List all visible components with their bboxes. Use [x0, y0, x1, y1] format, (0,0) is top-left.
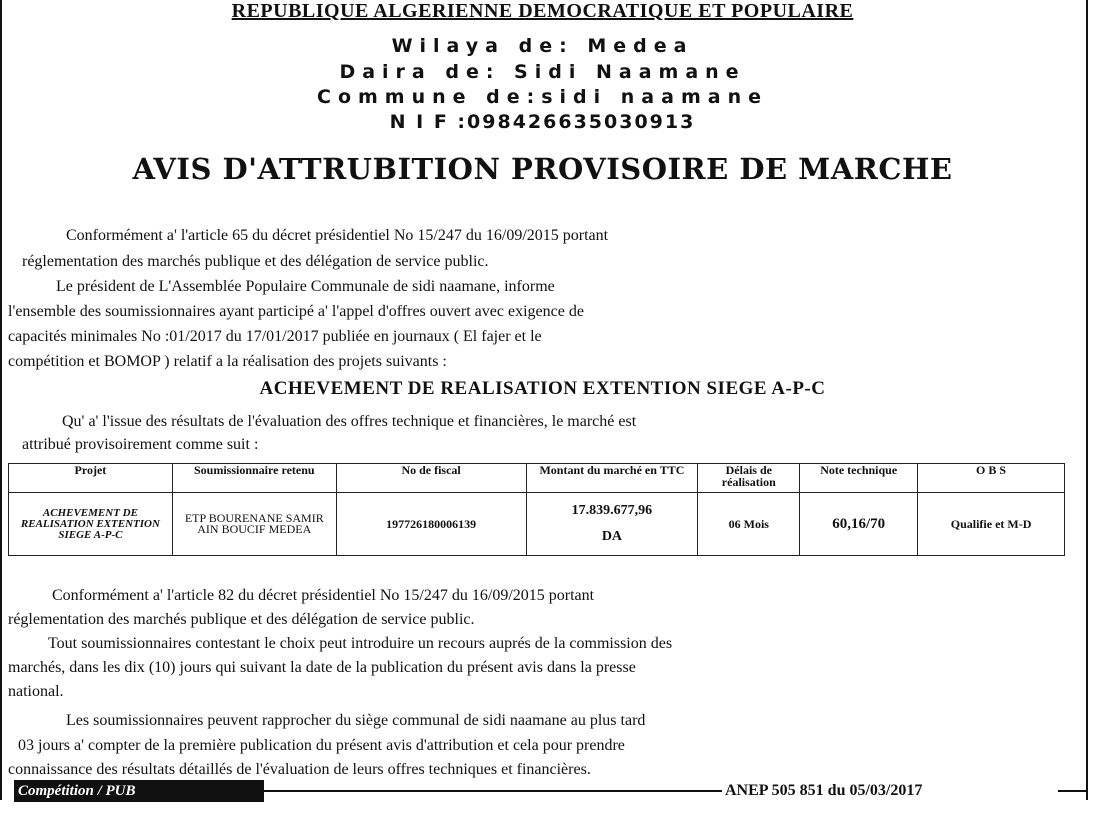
col-delais: Délais de réalisation	[698, 464, 800, 493]
wilaya-line: Wilaya de: Medea	[391, 35, 694, 57]
cell-montant	[526, 493, 698, 556]
nif-line: N I F :098426635030913	[389, 111, 696, 133]
commune-line: Commune de:sidi naamane	[317, 86, 768, 108]
intro-line-4: l'ensemble des soumissionnaires ayant participé a' l'appel d'offres ouvert avec exigence de	[8, 303, 584, 320]
republic-header: REPUBLIQUE ALGERIENNE DEMOCRATIQUE ET POPULAIRE	[231, 0, 854, 22]
montant-value: 17.839.677,96	[571, 503, 653, 518]
cell-soumissionnaire: ETP BOURENANE SAMIR AIN BOUCIF MEDEA	[172, 493, 336, 556]
closing-line-7: 03 jours a' compter de la première publication du présent avis d'attribution et cela pour prendre	[18, 737, 625, 754]
cell-delais: 06 Mois	[698, 493, 800, 556]
closing-line-4: marchés, dans les dix (10) jours qui suivant la date de la publication du présent avis dans la presse	[8, 659, 636, 676]
closing-line-1: Conformément a' l'article 82 du décret présidentiel No 15/247 du 16/09/2015 portant	[52, 587, 595, 604]
intro-line-5: capacités minimales No :01/2017 du 17/01/2017 publiée en journaux ( El fajer et le	[8, 328, 542, 345]
anep-reference: ANEP 505 851 du 05/03/2017	[725, 782, 923, 799]
col-obs: O B S	[918, 464, 1065, 493]
col-montant: Montant du marché en TTC	[526, 464, 698, 493]
intro-line-2: réglementation des marchés publique et des délégation de service public.	[22, 253, 489, 270]
closing-line-2: réglementation des marchés publique et des délégation de service public.	[8, 611, 475, 628]
cell-obs: Qualifie et M-D	[918, 493, 1065, 556]
bottom-rule-right	[1058, 790, 1086, 792]
col-fiscal: No de fiscal	[336, 464, 526, 493]
table-header-row	[9, 464, 1065, 493]
intro-line-3: Le président de L'Assemblée Populaire Communale de sidi naamane, informe	[56, 278, 555, 295]
notice-title: AVIS D'ATTRUBITION PROVISOIRE DE MARCHE	[132, 152, 953, 186]
closing-line-6: Les soumissionnaires peuvent rapprocher du siège communal de sidi naamane au plus tard	[66, 712, 646, 729]
intro-line-1: Conformément a' l'article 65 du décret présidentiel No 15/247 du 16/09/2015 portant	[66, 227, 609, 244]
col-note: Note technique	[800, 464, 918, 493]
cell-projet: ACHEVEMENT DE REALISATION EXTENTION SIEGE A-P-C	[9, 493, 173, 556]
result-line-2: attribué provisoirement comme suit :	[22, 436, 259, 453]
cell-fiscal: 197726180006139	[336, 493, 526, 556]
publication-label: Compétition / PUB	[14, 780, 264, 802]
intro-line-6: compétition et BOMOP ) relatif a la réalisation des projets suivants :	[8, 353, 447, 370]
result-line-1: Qu' a' l'issue des résultats de l'évaluation des offres technique et financières, le marché est	[62, 413, 637, 430]
award-table	[8, 463, 1065, 556]
col-soumissionnaire: Soumissionnaire retenu	[172, 464, 336, 493]
cell-note: 60,16/70	[800, 493, 918, 556]
bottom-rule-left	[262, 790, 722, 792]
montant-unit: DA	[601, 529, 623, 544]
closing-line-8: connaissance des résultats détaillés de l'évaluation de leurs offres techniques et financières.	[8, 761, 591, 778]
project-title: ACHEVEMENT DE REALISATION EXTENTION SIEGE A-P-C	[259, 378, 826, 399]
col-projet: Projet	[9, 464, 173, 493]
daira-line: Daira de: Sidi Naamane	[339, 61, 746, 83]
closing-line-5: national.	[8, 683, 64, 700]
right-border	[1086, 0, 1088, 800]
table-row	[9, 493, 1065, 556]
closing-line-3: Tout soumissionnaires contestant le choix peut introduire un recours auprés de la commission des	[48, 635, 673, 652]
